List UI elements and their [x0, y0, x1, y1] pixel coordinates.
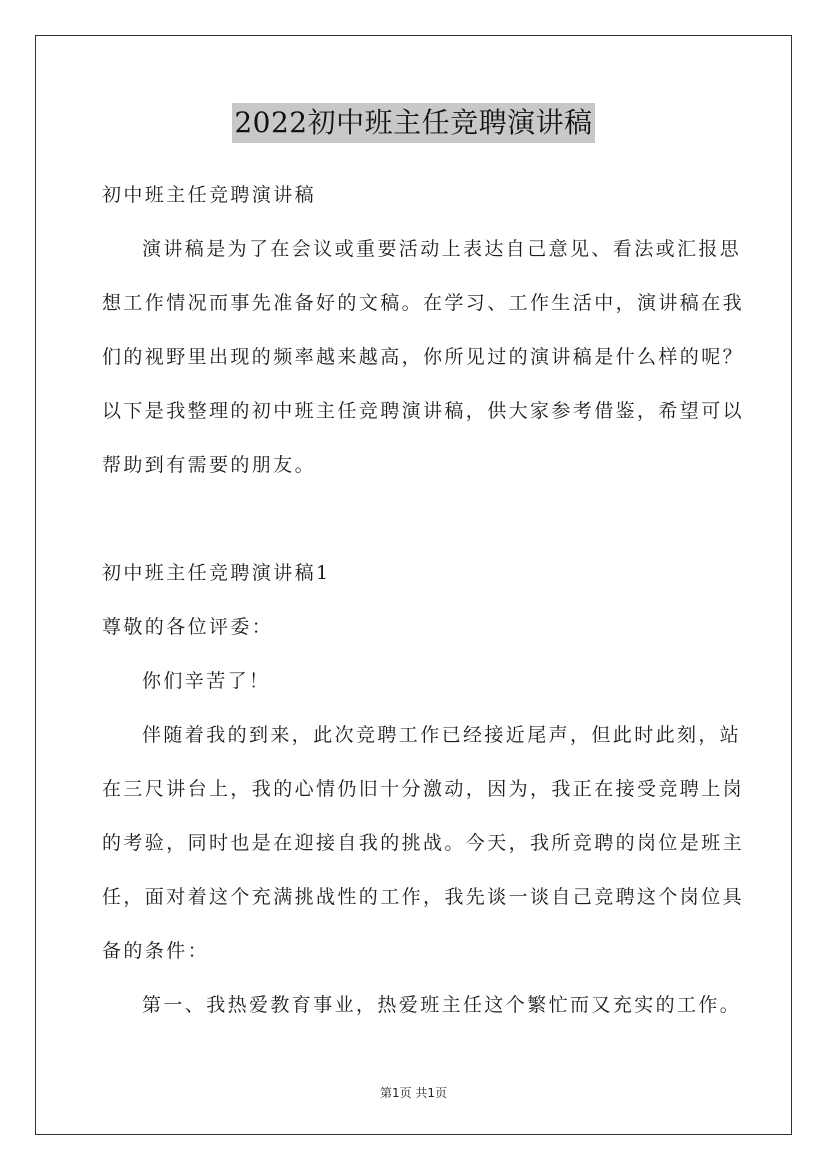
title-container — [0, 103, 827, 143]
paragraph-line: 第一、我热爱教育事业，热爱班主任这个繁忙而又充实的工作。 — [142, 994, 742, 1016]
paragraph-line: 伴随着我的到来，此次竞聘工作已经接近尾声，但此时此刻，站 — [142, 724, 742, 746]
page-footer — [0, 1084, 827, 1101]
paragraph-line: 任，面对着这个充满挑战性的工作，我先谈一谈自己竞聘这个岗位具 — [102, 886, 745, 908]
salutation-line: 尊敬的各位评委： — [102, 616, 274, 638]
paragraph-line: 的考验，同时也是在迎接自我的挑战。今天，我所竞聘的岗位是班主 — [102, 832, 745, 854]
paragraph-line: 在三尺讲台上，我的心情仍旧十分激动，因为，我正在接受竞聘上岗 — [102, 778, 745, 800]
paragraph-line: 想工作情况而事先准备好的文稿。在学习、工作生活中，演讲稿在我 — [102, 292, 745, 314]
document-title: 2022初中班主任竞聘演讲稿 — [232, 103, 594, 143]
paragraph-line: 演讲稿是为了在会议或重要活动上表达自己意见、看法或汇报思 — [142, 238, 742, 260]
page-number: 第1页 共1页 — [379, 1086, 448, 1100]
paragraph-line: 你们辛苦了！ — [142, 670, 271, 692]
paragraph-line: 们的视野里出现的频率越来越高，你所见过的演讲稿是什么样的呢？ — [102, 346, 745, 368]
paragraph-line: 帮助到有需要的朋友。 — [102, 454, 317, 476]
paragraph-line: 备的条件： — [102, 940, 210, 962]
subtitle-line: 初中班主任竞聘演讲稿 — [102, 184, 317, 206]
paragraph-line: 以下是我整理的初中班主任竞聘演讲稿，供大家参考借鉴，希望可以 — [102, 400, 745, 422]
section-heading: 初中班主任竞聘演讲稿1 — [102, 562, 331, 584]
